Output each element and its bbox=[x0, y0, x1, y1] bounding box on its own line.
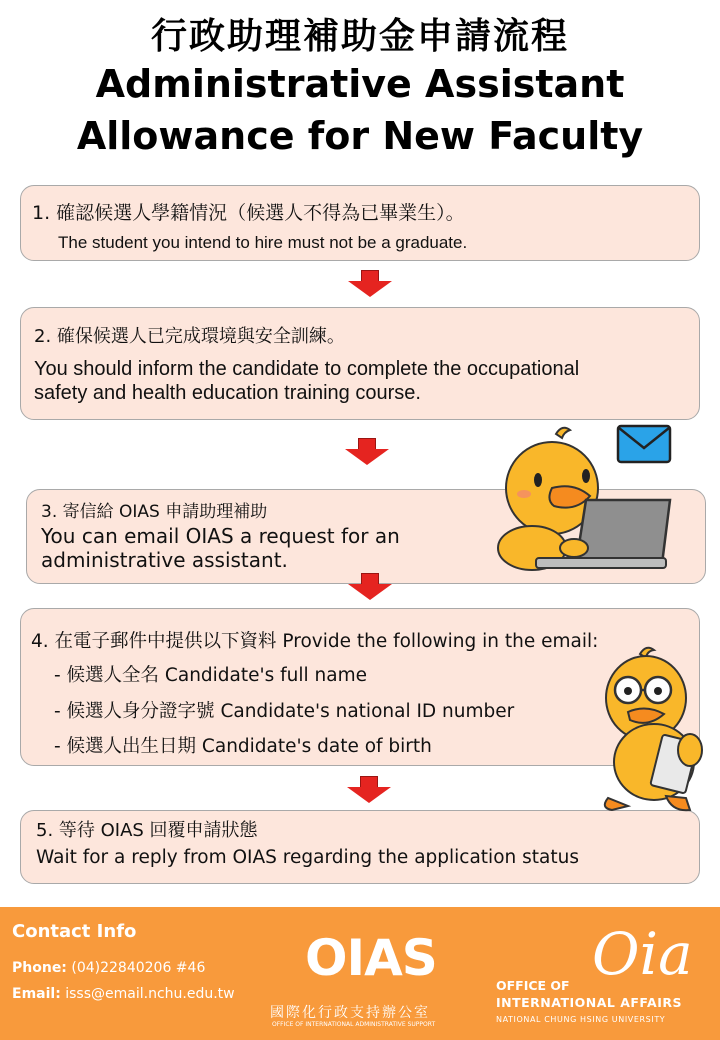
step-1-box bbox=[20, 185, 700, 261]
step-5-heading: 5. 等待 OIAS 回覆申請狀態 bbox=[36, 820, 258, 841]
contact-footer bbox=[0, 907, 720, 1040]
email-row bbox=[12, 986, 235, 1002]
contact-title: Contact Info bbox=[12, 921, 137, 942]
step-4-heading: 4. 在電子郵件中提供以下資料 Provide the following in the email: bbox=[31, 631, 599, 652]
oia-line-2: INTERNATIONAL AFFAIRS bbox=[496, 995, 682, 1010]
oias-name-zh: 國際化行政支持辦公室 bbox=[270, 1005, 430, 1021]
email-label: Email: bbox=[12, 986, 61, 1002]
title-chinese: 行政助理補助金申請流程 bbox=[150, 16, 569, 57]
oia-line-3: NATIONAL CHUNG HSING UNIVERSITY bbox=[496, 1015, 666, 1024]
step-4-item-2: - 候選人身分證字號 Candidate's national ID number bbox=[54, 701, 515, 722]
step-1-heading: 1. 確認候選人學籍情況（候選人不得為已畢業生）。 bbox=[32, 202, 465, 224]
step-3-body-line-1: You can email OIAS a request for an bbox=[41, 524, 400, 548]
title-english-line-2: Allowance for New Faculty bbox=[76, 114, 644, 158]
duck-glasses-illustration bbox=[596, 646, 720, 822]
step-4-item-1: - 候選人全名 Candidate's full name bbox=[54, 665, 367, 686]
duck-laptop-illustration bbox=[494, 420, 674, 572]
oia-line-1: OFFICE OF bbox=[496, 978, 570, 993]
step-2-body-line-1: You should inform the candidate to complete the occupational bbox=[34, 358, 580, 380]
step-2-heading: 2. 確保候選人已完成環境與安全訓練。 bbox=[34, 326, 345, 347]
oias-name-en: OFFICE OF INTERNATIONAL ADMINISTRATIVE SUPPORT bbox=[272, 1021, 436, 1028]
oias-logo: OIAS bbox=[305, 929, 437, 987]
step-3-body-line-2: administrative assistant. bbox=[41, 548, 288, 572]
title-english-line-1: Administrative Assistant bbox=[95, 62, 625, 106]
step-4-item-3: - 候選人出生日期 Candidate's date of birth bbox=[54, 736, 432, 757]
step-1-body-line-1: The student you intend to hire must not be a graduate. bbox=[58, 233, 468, 252]
oia-logo: Oia bbox=[592, 920, 693, 988]
phone-value: (04)22840206 #46 bbox=[71, 960, 206, 976]
step-2-body-line-2: safety and health education training course. bbox=[34, 382, 421, 404]
step-2-box bbox=[20, 307, 700, 420]
step-5-body-line-1: Wait for a reply from OIAS regarding the application status bbox=[36, 847, 579, 868]
phone-row bbox=[12, 960, 205, 976]
email-link[interactable]: isss@email.nchu.edu.tw bbox=[65, 986, 235, 1002]
phone-label: Phone: bbox=[12, 960, 67, 976]
step-3-heading: 3. 寄信給 OIAS 申請助理補助 bbox=[41, 502, 268, 522]
